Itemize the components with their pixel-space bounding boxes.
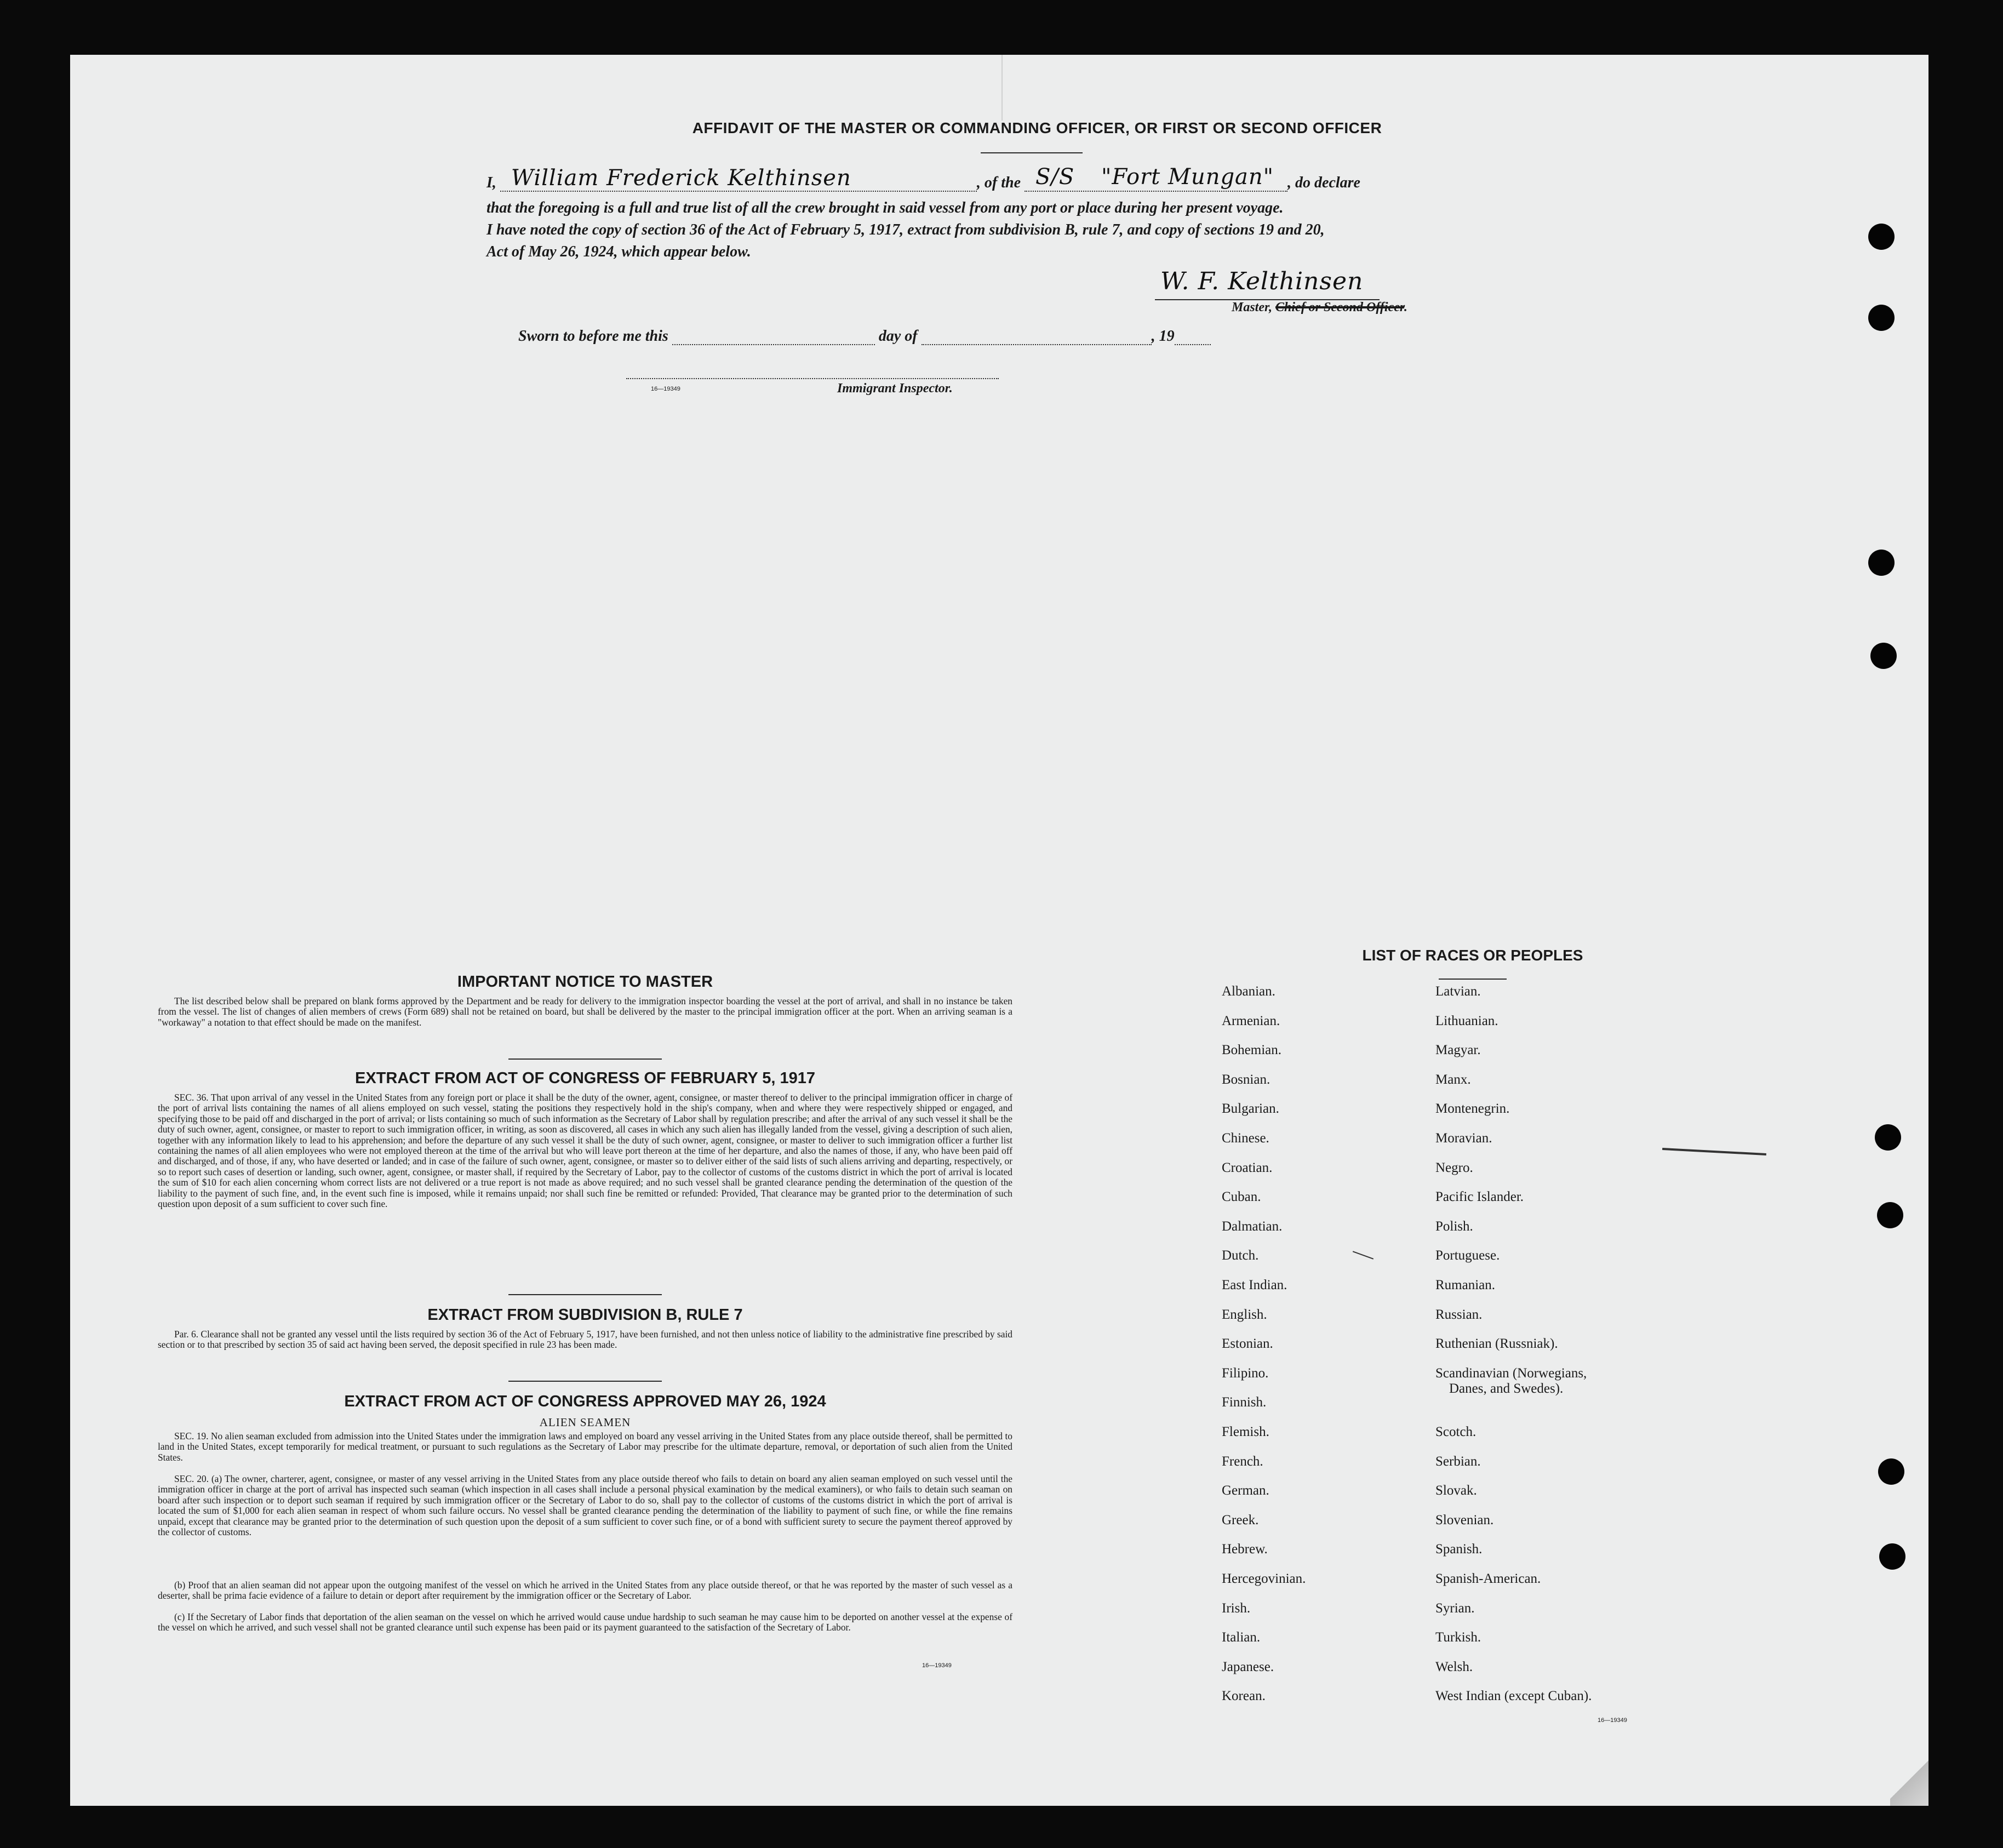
affidavit-line-2: that the foregoing is a full and true list of all the crew brought in said vessel from any port or place during her present voyage. [487, 199, 1284, 216]
line1-mid: , of the [976, 174, 1021, 191]
vessel-name-handwriting: "Fort Mungan" [1101, 164, 1274, 190]
race-item: West Indian (except Cuban). [1435, 1689, 1592, 1704]
race-item: Estonian. [1222, 1336, 1273, 1352]
title-divider [981, 152, 1083, 153]
race-item: Greek. [1222, 1512, 1259, 1527]
race-item: Hercegovinian. [1222, 1571, 1306, 1586]
sec20a-body: SEC. 20. (a) The owner, charterer, agent, consignee, or master of any vessel arriving in the United States from any place outside thereof who fails to detain on board any alien seaman employed on such vessel until the immigration officer in charge at the port of arrival has inspected such seaman (which inspection in all cases shall include a personal physical examination by the medical examiners), or who fails to detain such seaman on board after such inspection or to deport such seaman if required by such immigration officer or the Secretary of Labor to do so, shall pay to the collector of customs of the customs district in which the port of arrival is located the sum of $1,000 for each alien seaman in respect of whom such failure occurs. No vessel shall be granted clearance pending the determination of the liability to payment of such fine, or while the fine remains unpaid, except that clearance may be granted prior to the determination of such question upon the deposit of a sum sufficient to cover such fine, or of a bond with sufficient surety to secure the payment thereof approved by the collector of customs. [158, 1473, 1015, 1538]
race-item: Spanish. [1435, 1542, 1483, 1557]
race-item: Dalmatian. [1222, 1218, 1283, 1234]
notice-divider-3 [508, 1381, 662, 1382]
race-item: Latvian. [1435, 984, 1481, 999]
race-item: Irish. [1222, 1600, 1251, 1616]
race-item: Manx. [1435, 1072, 1471, 1087]
race-item: East Indian. [1222, 1278, 1287, 1292]
punch-hole [1868, 305, 1895, 331]
notice-divider-2 [508, 1294, 662, 1295]
race-item: Welsh. [1435, 1659, 1473, 1674]
punch-hole [1870, 643, 1897, 669]
scan-mark [1353, 1251, 1374, 1260]
race-item: Negro. [1435, 1160, 1473, 1175]
extract3-subtitle: ALIEN SEAMEN [539, 1416, 631, 1429]
notice-form-number: 16—19349 [922, 1662, 952, 1669]
affidavit-title: AFFIDAVIT OF THE MASTER OR COMMANDING OFFICER, OR FIRST OR SECOND OFFICER [692, 119, 1382, 136]
race-item: Dutch. [1222, 1248, 1259, 1263]
race-item: Montenegrin. [1435, 1101, 1510, 1117]
sec20b-body: (b) Proof that an alien seaman did not appear upon the outgoing manifest of the vessel on which he arrived in the United States from any place outside thereof, or that he was reported by the master of such vessel as a deserter, shall be prima facie evidence of a failure to detain or deport after requirement by the immigration officer or the Secretary of Labor. [158, 1580, 1015, 1601]
extract3-title: EXTRACT FROM ACT OF CONGRESS APPROVED MAY 26, 1924 [344, 1393, 826, 1410]
race-item: Cuban. [1222, 1189, 1261, 1205]
notice-title: IMPORTANT NOTICE TO MASTER [457, 973, 713, 991]
inspector-label: Immigrant Inspector. [837, 381, 953, 396]
vessel-prefix-handwriting: S/S [1035, 164, 1075, 190]
page-corner-curl [1890, 1753, 1928, 1806]
sec20c-body: (c) If the Secretary of Labor finds that deportation of the alien seaman on the vessel on which he arrived would cause undue hardship to such seaman he may cause him to be deported on another vessel at the expense of the vessel on which he arrived, and such vessel shall not be granted clearance until such expense has been paid or its payment guaranteed to the satisfaction of the Secretary of Labor. [158, 1611, 1015, 1633]
affidavit-line-4: Act of May 26, 1924, which appear below. [487, 243, 751, 260]
race-item: French. [1222, 1454, 1263, 1469]
extract2-title: EXTRACT FROM SUBDIVISION B, RULE 7 [427, 1306, 743, 1324]
punch-hole [1878, 1458, 1904, 1485]
sworn-prefix: Sworn to before me this [518, 328, 668, 345]
sworn-day-label: day of [878, 328, 918, 345]
sworn-day-field [672, 331, 875, 345]
race-item: Pacific Islander. [1435, 1189, 1524, 1205]
document-page [70, 55, 1928, 1806]
extract1-body: SEC. 36. That upon arrival of any vessel in the United States from any foreign port or place it shall be the duty of the owner, agent, consignee, or master thereof to deliver to the principal immigration officer in charge of the port of arrival lists containing the names of all aliens employed on such vessel, stating the positions they respectively hold in the ship's company, when and where they were respectively shipped or engaged, and specifying those to be paid off and discharged in the port of arrival; or lists containing so much of such information as the Secretary of Labor shall by regulation prescribe; and after the arrival of any such vessel it shall be the duty of such owner, agent, consignee, or master to report to such immigration officer, in writing, as soon as discovered, all cases in which any such alien has illegally landed from the vessel, giving a description of such alien, together with any information likely to lead to his apprehension; and before the departure of any such vessel it shall be the duty of such owner, agent, consignee, or master to deliver to such immigration officer a further list containing the names of all alien employees who were not employed thereon at the time of the arrival but who will leave port thereon at the time of her departure, and also the names of those, if any, who have been paid off and discharged, and of those, if any, who have deserted or landed; and in case of the failure of such owner, agent, consignee, or master so to deliver either of the said lists of such aliens arriving and departing, respectively, or so to report such cases of desertion or landing, such owner, agent, consignee, or master shall, if required by the Secretary of Labor, pay to the collector of customs of the customs district in which the port of arrival is located the sum of $10 for each alien concerning whom correct lists are not delivered or a true report is not made as above required; and no such vessel shall be granted clearance pending the determination of the question of the liability to the payment of such fine, and, in the event such fine is imposed, while it remains unpaid; nor shall such fine be remitted or refunded: Provided, That clearance may be granted prior to the determination of such question upon deposit of a sum sufficient to cover such fine. [158, 1092, 1015, 1210]
race-item: Italian. [1222, 1630, 1261, 1645]
extract2-body: Par. 6. Clearance shall not be granted any vessel until the lists required by section 36 of the Act of February 5, 1917, have been furnished, and not then unless notice of liability to the administrative fine prescribed by said section or to that prescribed by section 35 of said act having been served, the deposit specified in rule 23 has been made. [158, 1329, 1015, 1351]
line1-suffix: , do declare [1287, 174, 1360, 191]
affidavit-line-1 [487, 164, 1360, 192]
race-item: Lithuanian. [1435, 1013, 1498, 1028]
race-item: Croatian. [1222, 1160, 1273, 1175]
sec19-body: SEC. 19. No alien seaman excluded from admission into the United States under the immigration laws and employed on board any vessel arriving in the United States from any place outside thereof, shall be permitted to land in the United States, except temporarily for medical treatment, or pursuant to such regulations as the Secretary of Labor may prescribe for the ultimate departure, removal, or deportation of such alien from the United States. [158, 1431, 1015, 1463]
races-title: LIST OF RACES OR PEOPLES [1362, 947, 1583, 964]
race-item: Ruthenian (Russniak). [1435, 1336, 1558, 1352]
affidavit-line-3: I have noted the copy of section 36 of the Act of February 5, 1917, extract from subdivision B, rule 7, and copy of sections 19 and 20, [487, 221, 1325, 238]
signature-role-line: Master, Chief or Second Officer. [1232, 300, 1407, 314]
inspector-signature-line [626, 378, 999, 379]
race-item: Spanish-American. [1435, 1571, 1541, 1586]
race-item: Albanian. [1222, 984, 1275, 999]
extract1-title: EXTRACT FROM ACT OF CONGRESS OF FEBRUARY 5, 1917 [354, 1069, 816, 1087]
race-item: Bosnian. [1222, 1072, 1271, 1087]
race-item: Rumanian. [1435, 1278, 1496, 1292]
race-item: Armenian. [1222, 1013, 1280, 1028]
race-item: Slovak. [1435, 1483, 1477, 1498]
race-item: English. [1222, 1307, 1267, 1322]
notice-divider-1 [508, 1059, 662, 1060]
race-item: Scandinavian (Norwegians, Danes, and Swedes). [1435, 1365, 1587, 1396]
race-item: Korean. [1222, 1689, 1266, 1704]
vessel-name-field [1025, 164, 1287, 192]
race-item: Slovenian. [1435, 1512, 1494, 1527]
notice-body: The list described below shall be prepared on blank forms approved by the Department and be ready for delivery to the immigration inspector boarding the vessel at the port of arrival, and shall in no instance be taken from the vessel. The list of changes of alien members of crews (Form 689) shall not be retained on board, but shall be delivered by the master to the principal immigration officer at the port. When an arriving seaman is a "workaway" a notation to that effect should be made on the manifest. [158, 995, 1015, 1028]
officer-name-field [500, 165, 977, 192]
line1-prefix: I, [487, 174, 496, 191]
scan-mark [1662, 1148, 1766, 1155]
punch-hole [1877, 1202, 1903, 1228]
sworn-year-field [1175, 331, 1211, 345]
race-item: Syrian. [1435, 1600, 1475, 1616]
race-item: Portuguese. [1435, 1248, 1500, 1263]
race-item: Flemish. [1222, 1424, 1269, 1439]
race-item: German. [1222, 1483, 1269, 1498]
master-signature: W. F. Kelthinsen [1160, 267, 1364, 295]
race-item: Finnish. [1222, 1395, 1267, 1410]
sworn-line [518, 328, 1211, 345]
punch-hole [1868, 224, 1895, 250]
race-item: Serbian. [1435, 1454, 1481, 1469]
races-form-number: 16—19349 [1598, 1717, 1627, 1724]
master-label: Master, [1232, 300, 1273, 314]
officer-name-handwriting: William Frederick Kelthinsen [511, 165, 851, 191]
race-item: Filipino. [1222, 1365, 1269, 1381]
inspector-form-number: 16—19349 [651, 386, 680, 392]
punch-hole [1879, 1543, 1905, 1570]
page-fold [1002, 55, 1003, 121]
race-item: Chinese. [1222, 1131, 1269, 1146]
race-item: Polish. [1435, 1218, 1473, 1234]
sworn-year-label: , 19 [1151, 328, 1175, 345]
race-item: Bulgarian. [1222, 1101, 1279, 1117]
race-item: Russian. [1435, 1307, 1483, 1322]
race-item: Bohemian. [1222, 1043, 1282, 1058]
race-item: Scotch. [1435, 1424, 1477, 1439]
punch-hole [1868, 550, 1895, 576]
race-item: Moravian. [1435, 1131, 1492, 1146]
struck-officer-label: Chief or Second Officer [1275, 300, 1404, 314]
punch-hole [1875, 1124, 1901, 1151]
race-item: Japanese. [1222, 1659, 1274, 1674]
races-divider [1439, 979, 1507, 980]
sworn-month-field [922, 331, 1152, 345]
race-item: Turkish. [1435, 1630, 1481, 1645]
race-item: Magyar. [1435, 1043, 1481, 1058]
race-item: Hebrew. [1222, 1542, 1268, 1557]
